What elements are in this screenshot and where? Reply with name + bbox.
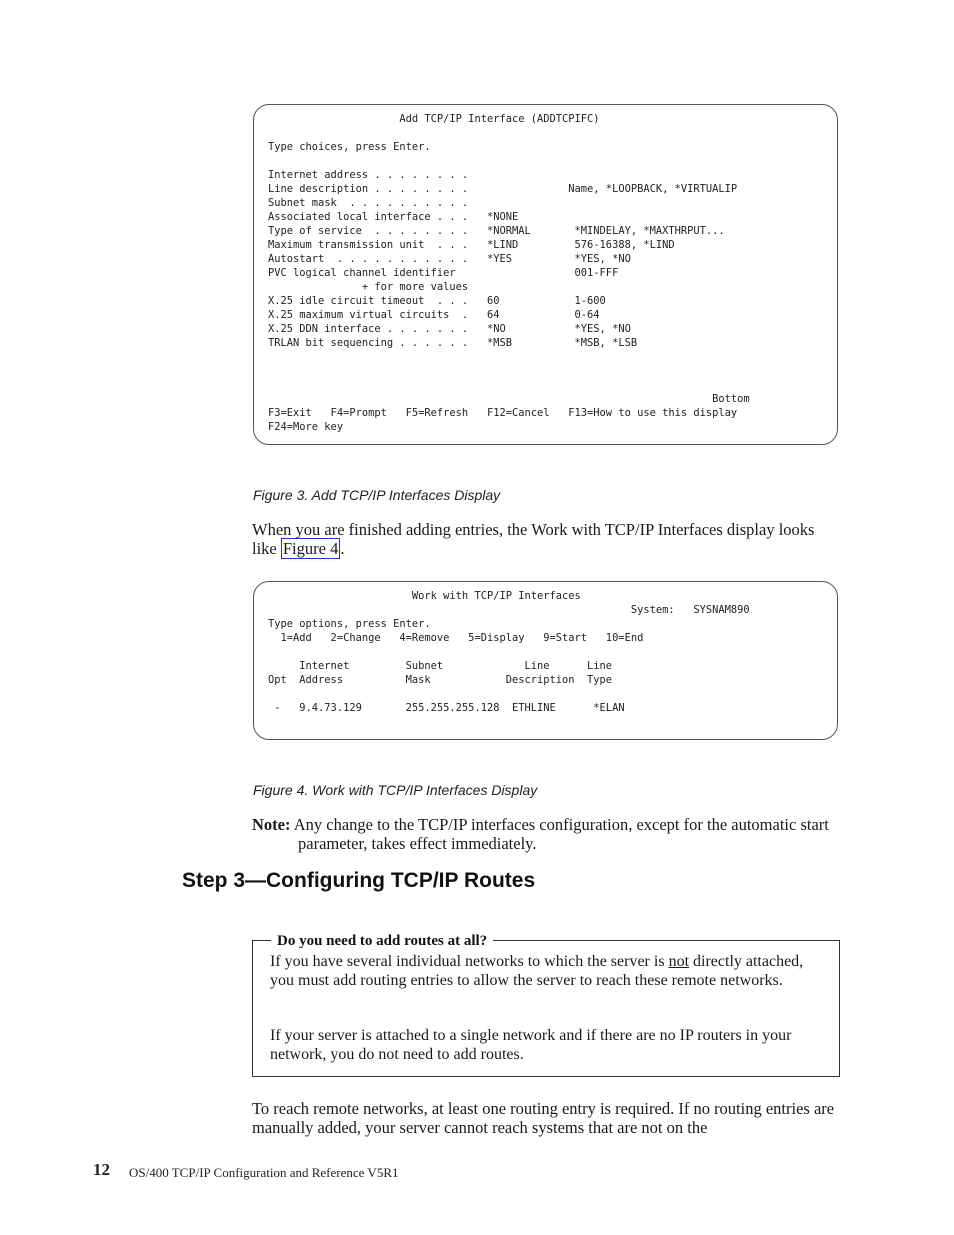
note [252,815,842,853]
note-text: Any change to the TCP/IP interfaces configuration, except for the automatic start parameter, takes effect immediately. [293,815,829,853]
work-with-interfaces-screen [253,581,838,740]
add-tcpip-interface-screen [253,104,838,445]
screen-line: 1=Add 2=Change 4=Remove 5=Display 9=Start 10=End [268,632,644,644]
screen-line: Type choices, press Enter. [268,141,431,153]
figure3-caption: Figure 3. Add TCP/IP Interfaces Display [253,487,501,503]
sidebox-title: Do you need to add routes at all? [271,933,493,950]
figure4-link[interactable]: Figure 4 [282,539,339,558]
screen-line: + for more values [268,281,469,293]
screen-line: Line description . . . . . . . . Name, *LOOPBACK, *VIRTUALIP [268,183,738,195]
screen-line: Autostart . . . . . . . . . . . *YES *YES, *NO [268,253,631,265]
closing-paragraph: To reach remote networks, at least one routing entry is required. If no routing entries are manually added, your server cannot reach systems that are not on the [252,1099,835,1137]
note-label: Note: [252,815,291,834]
screen-line: TRLAN bit sequencing . . . . . . *MSB *MSB, *LSB [268,337,638,349]
screen-line: Internet address . . . . . . . . [268,169,469,181]
book-title: OS/400 TCP/IP Configuration and Reference V5R1 [129,1165,399,1180]
sidebox-paragraph [270,952,830,990]
screen-line: Type options, press Enter. [268,618,431,630]
screen-line: Internet Subnet Line Line [268,660,613,672]
table-row: - 9.4.73.129 255.255.255.128 ETHLINE *ELAN [268,702,625,714]
figure4-caption: Figure 4. Work with TCP/IP Interfaces Display [253,782,538,798]
page-number: 12 [93,1160,110,1179]
section-heading: Step 3—Configuring TCP/IP Routes [182,869,536,892]
screen-line: PVC logical channel identifier 001-FFF [268,267,619,279]
screen-line: Opt Address Mask Description Type [268,674,613,686]
screen-line: Associated local interface . . . *NONE [268,211,519,223]
paragraph-text: When you are finished adding entries, the Work with TCP/IP Interfaces display looks like [252,520,815,558]
screen-line: Work with TCP/IP Interfaces [268,590,581,602]
sidebox-underlined-text: not [668,953,690,970]
intro-paragraph [252,520,842,558]
function-keys-line: F3=Exit F4=Prompt F5=Refresh F12=Cancel F13=How to use this display [268,407,738,419]
screen-line: Subnet mask . . . . . . . . . . [268,197,469,209]
screen-line: X.25 maximum virtual circuits . 64 0-64 [268,309,600,321]
function-keys-line: F24=More key [268,421,344,433]
screen-line: Add TCP/IP Interface (ADDTCPIFC) [268,113,600,125]
screen-line: Bottom [268,393,750,405]
screen-line: Maximum transmission unit . . . *LIND 576-16388, *LIND [268,239,675,251]
sidebox-text: directly attached, you must add routing entries to allow the server to reach these remote networks. [270,953,804,989]
screen-line: X.25 DDN interface . . . . . . . *NO *YES, *NO [268,323,631,335]
screen-line: X.25 idle circuit timeout . . . 60 1-600 [268,295,606,307]
paragraph-text: . [340,539,345,558]
screen-line: System: SYSNAM890 [268,604,750,616]
screen-line: Type of service . . . . . . . . *NORMAL *MINDELAY, *MAXTHRPUT... [268,225,725,237]
sidebox-paragraph: If your server is attached to a single network and if there are no IP routers in your network, you do not need to add routes. [270,1027,792,1063]
sidebox-text: If you have several individual networks to which the server is [270,953,669,970]
